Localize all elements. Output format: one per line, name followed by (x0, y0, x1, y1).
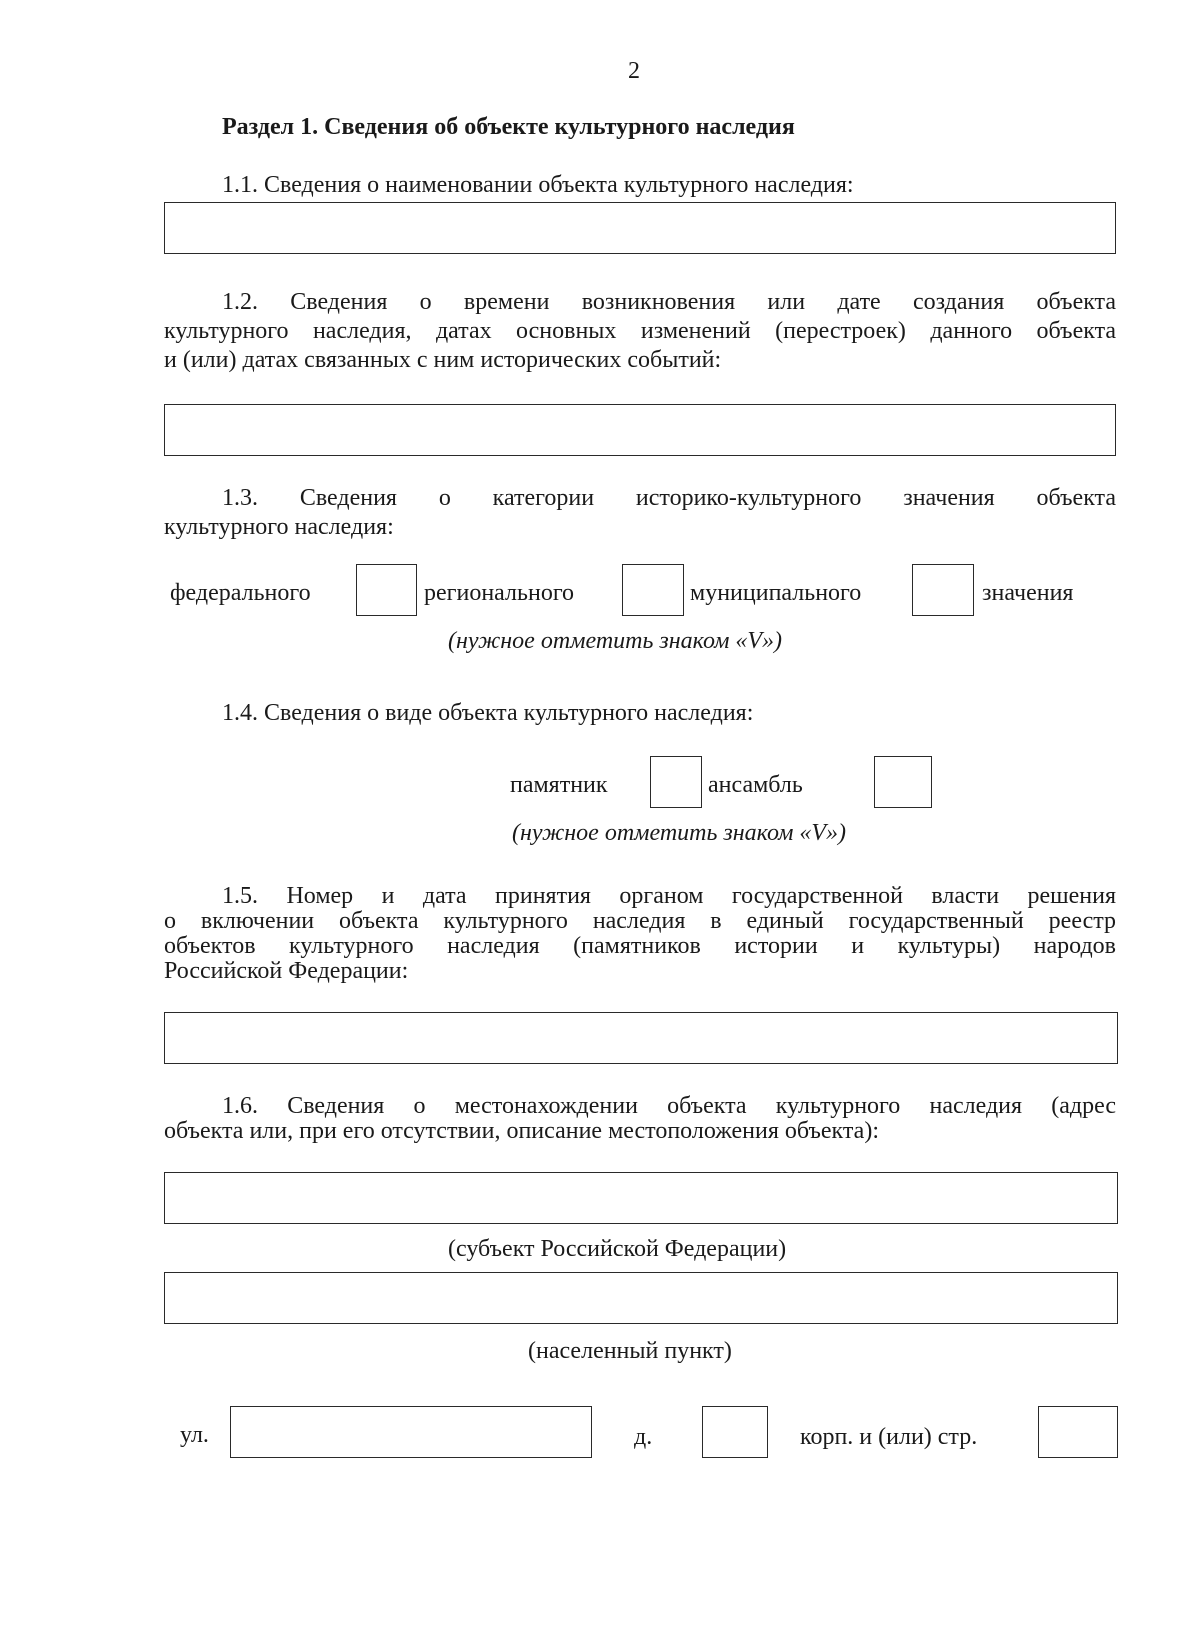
s1-6-line: объекта или, при его отсутствии, описание местоположения объекта): (164, 1118, 879, 1144)
registry-decision-field[interactable] (164, 1012, 1118, 1064)
house-field[interactable] (702, 1406, 768, 1458)
s1-3-line: 1.3. Сведения о категории историко-культурного значения объекта (222, 485, 1116, 511)
building-field[interactable] (1038, 1406, 1118, 1458)
s1-2-line: 1.2. Сведения о времени возникновения или дате создания объекта (222, 289, 1116, 315)
regional-checkbox[interactable] (622, 564, 684, 616)
s1-6-paragraph (164, 1094, 1116, 1144)
s1-5-line: объектов культурного наследия (памятников истории и культуры) народов (164, 933, 1116, 959)
settlement-caption: (населенный пункт) (528, 1338, 732, 1364)
object-name-field[interactable] (164, 202, 1116, 254)
s1-1-label: 1.1. Сведения о наименовании объекта культурного наследия: (222, 172, 854, 198)
municipal-checkbox[interactable] (912, 564, 974, 616)
s1-5-line: 1.5. Номер и дата принятия органом государственной власти решения (222, 883, 1116, 909)
federal-checkbox[interactable] (356, 564, 417, 616)
s1-5-line: Российской Федерации: (164, 958, 409, 984)
street-label: ул. (180, 1422, 209, 1448)
monument-checkbox[interactable] (650, 756, 702, 808)
s1-5-paragraph (164, 884, 1116, 984)
s1-2-paragraph (164, 288, 1116, 375)
option-federal-label: федерального (170, 580, 311, 606)
settlement-field[interactable] (164, 1272, 1118, 1324)
street-field[interactable] (230, 1406, 592, 1458)
subject-caption: (субъект Российской Федерации) (448, 1236, 787, 1262)
option-municipal-label: муниципального (690, 580, 862, 606)
s1-6-line: 1.6. Сведения о местонахождении объекта культурного наследия (адрес (222, 1093, 1116, 1119)
s1-3-line: культурного наследия: (164, 514, 394, 540)
federal-subject-field[interactable] (164, 1172, 1118, 1224)
s1-4-label: 1.4. Сведения о виде объекта культурного наследия: (222, 700, 754, 726)
house-label: д. (634, 1424, 653, 1450)
page-number: 2 (628, 58, 640, 84)
s1-3-paragraph (164, 484, 1116, 542)
ensemble-checkbox[interactable] (874, 756, 932, 808)
s1-4-hint: (нужное отметить знаком «V») (512, 820, 847, 846)
option-regional-label: регионального (424, 580, 575, 606)
s1-2-line: культурного наследия, датах основных изменений (перестроек) данного объекта (164, 318, 1116, 344)
building-label: корп. и (или) стр. (800, 1424, 978, 1450)
s1-5-line: о включении объекта культурного наследия в единый государственный реестр (164, 908, 1116, 934)
s1-3-hint: (нужное отметить знаком «V») (448, 628, 783, 654)
s1-2-line: и (или) датах связанных с ним исторических событий: (164, 347, 722, 373)
option-monument-label: памятник (510, 772, 608, 798)
option-ensemble-label: ансамбль (708, 772, 803, 798)
section-title: Раздел 1. Сведения об объекте культурного наследия (222, 114, 795, 140)
creation-date-field[interactable] (164, 404, 1116, 456)
option-significance-label: значения (982, 580, 1074, 606)
